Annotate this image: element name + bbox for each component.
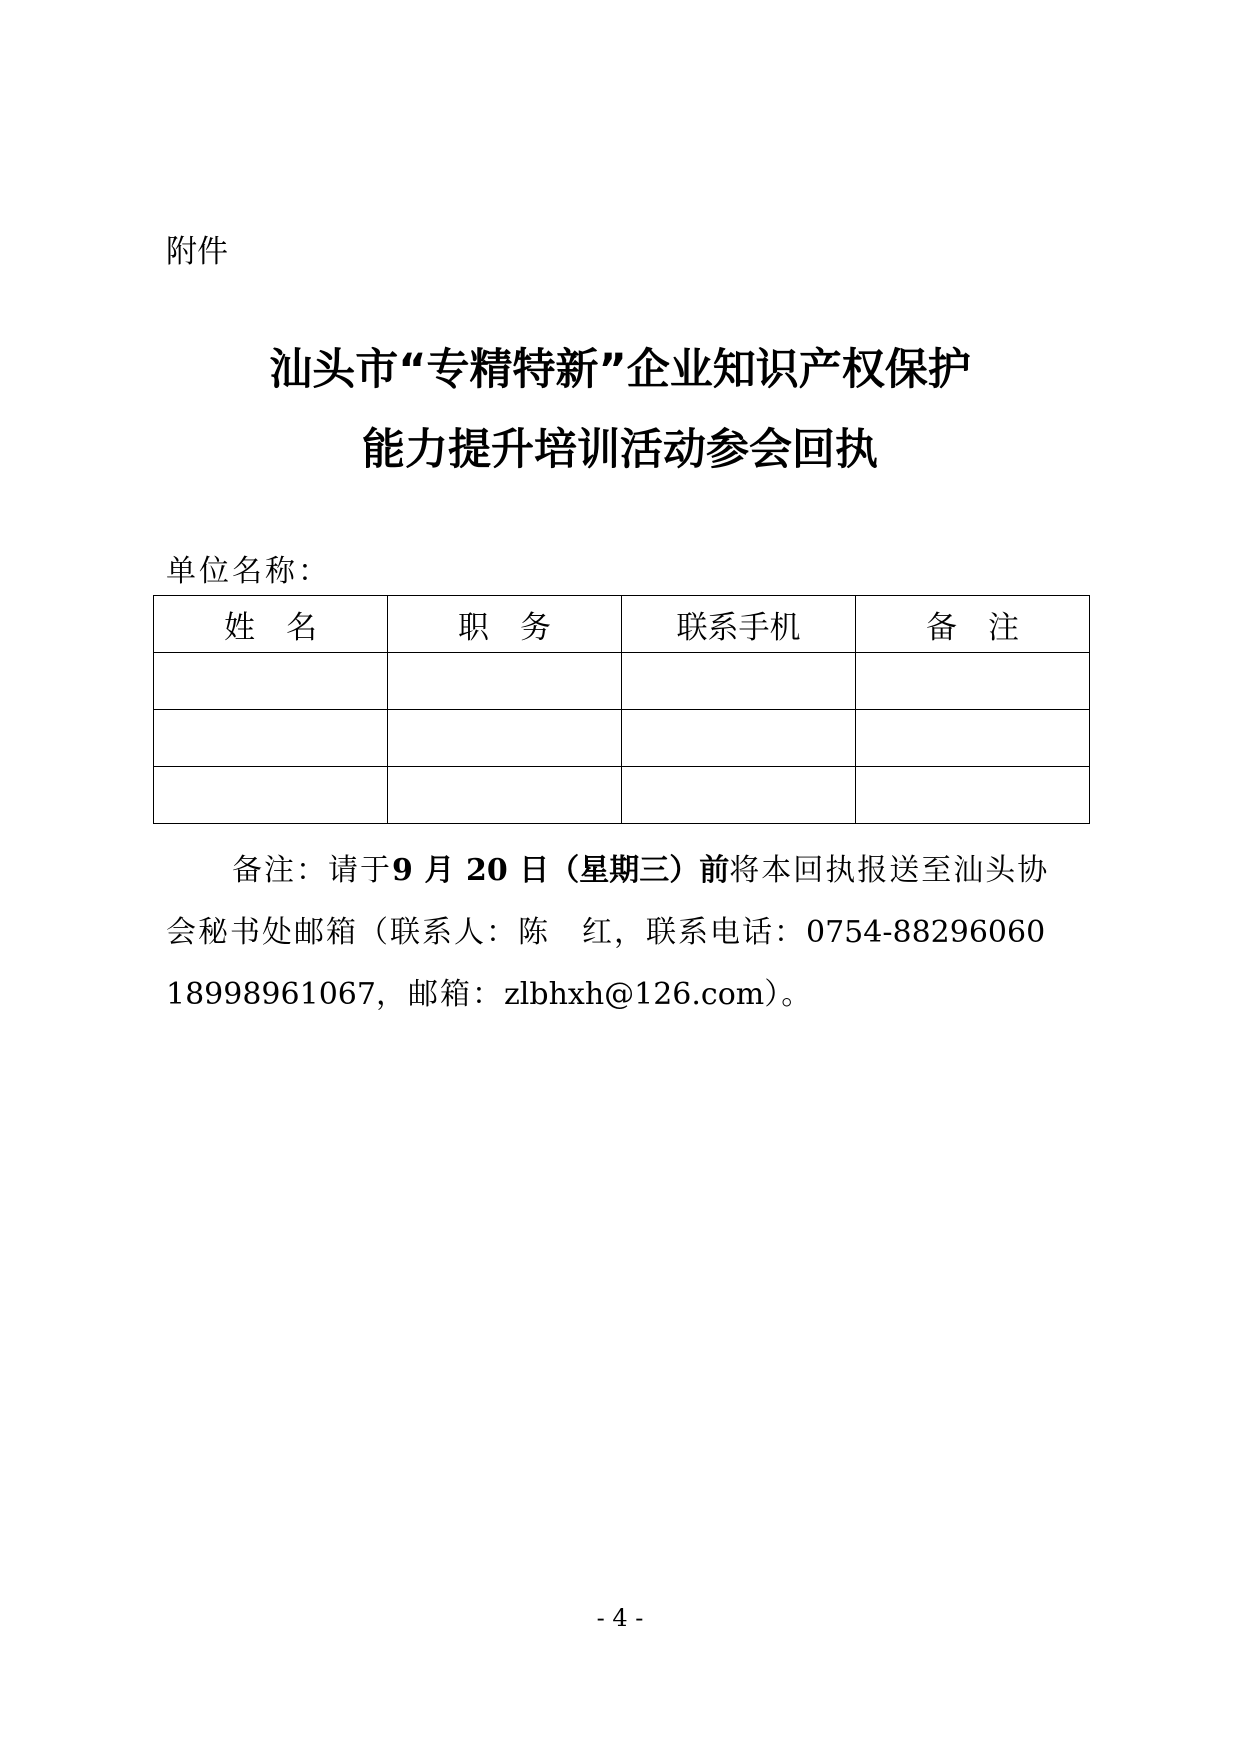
email-label: ，邮箱： (375, 977, 504, 1012)
table-cell[interactable] (388, 767, 622, 824)
table-cell[interactable] (154, 710, 388, 767)
note-paragraph (166, 840, 1078, 1026)
note-line-1 (166, 840, 1078, 902)
header-mobile: 联系手机 (622, 596, 856, 653)
contact-mobile: 18998961067 (166, 977, 376, 1012)
unit-name-label: 单位名称： (166, 554, 331, 589)
table-cell[interactable] (154, 653, 388, 710)
table-cell[interactable] (388, 653, 622, 710)
table-cell[interactable] (856, 767, 1090, 824)
table-cell[interactable] (856, 710, 1090, 767)
table-cell[interactable] (154, 767, 388, 824)
note-line-2 (166, 902, 1078, 964)
table-row (154, 653, 1090, 710)
attendee-table (153, 595, 1090, 824)
deadline-month-unit: 月 (424, 853, 455, 888)
header-remarks: 备 注 (856, 596, 1090, 653)
deadline-month: 9 (392, 853, 413, 888)
table-header-row (154, 596, 1090, 653)
table-cell[interactable] (856, 653, 1090, 710)
note-line-3 (166, 964, 1078, 1026)
contact-email: zlbhxh@126.com (503, 977, 765, 1012)
table-cell[interactable] (622, 653, 856, 710)
note-prefix: 备注：请于 (232, 853, 392, 888)
deadline-day-unit: 日（星期三）前 (519, 853, 730, 888)
deadline-day: 20 (465, 853, 508, 888)
table-row (154, 767, 1090, 824)
contact-phone: 0754-88296060 (806, 915, 1046, 950)
table-row (154, 710, 1090, 767)
document-title-line-2: 能力提升培训活动参会回执 (362, 425, 878, 475)
table-cell[interactable] (388, 710, 622, 767)
note-suffix: 将本回执报送至汕头协 (729, 853, 1050, 888)
note-contact-text: 会秘书处邮箱（联系人：陈 红，联系电话： (166, 915, 806, 950)
table-cell[interactable] (622, 767, 856, 824)
note-end: ）。 (764, 977, 814, 1012)
header-position: 职 务 (388, 596, 622, 653)
page-number: - 4 - (596, 1604, 644, 1632)
table-cell[interactable] (622, 710, 856, 767)
document-title-line-1: 汕头市“专精特新”企业知识产权保护 (269, 345, 971, 395)
header-name: 姓 名 (154, 596, 388, 653)
attachment-label: 附件 (166, 234, 228, 270)
